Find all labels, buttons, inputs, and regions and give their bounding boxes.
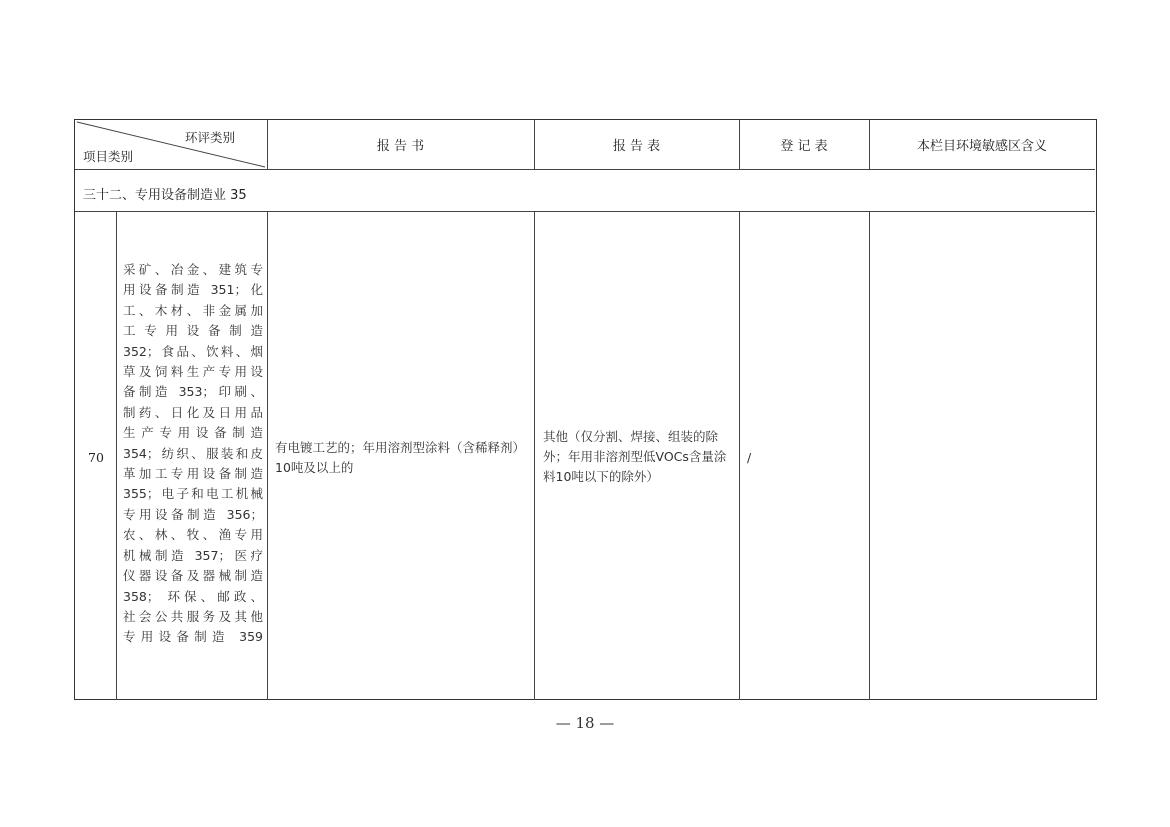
classification-table: [74, 119, 1097, 700]
divider: [75, 169, 1095, 170]
header-assessment-category: 环评类别: [185, 130, 236, 145]
category-line: 用设备制造 351；化: [123, 282, 263, 298]
category-line: 制药、日化及日用品: [123, 404, 263, 420]
header-report-book: 报 告 书: [376, 139, 425, 154]
category-line: 358； 环保、邮政、: [123, 588, 263, 604]
category-line: 355；电子和电工机械: [123, 486, 263, 502]
category-line: 工 专 用 设 备 制 造: [123, 323, 263, 339]
category-line: 工、木材、非金属加: [123, 302, 263, 318]
divider: [869, 211, 870, 700]
category-line: 生 产 专 用 设 备 制 造: [123, 425, 263, 441]
divider: [267, 211, 268, 700]
category-line: 社会公共服务及其他: [123, 608, 263, 624]
category-line: 草及饲料生产专用设: [123, 364, 263, 380]
header-project-category: 项目类别: [83, 149, 134, 164]
category-line: 仪器设备及器械制造: [123, 568, 263, 584]
page-number: — 18 —: [555, 714, 615, 732]
section-title: 三十二、专用设备制造业 35: [83, 188, 247, 203]
category-line: 专用设备制造 356；: [123, 506, 263, 522]
category-line: 农、林、牧、渔专用: [123, 527, 263, 543]
category-line: 革加工专用设备制造: [123, 466, 263, 482]
category-line: 备制造 353；印刷、: [123, 384, 263, 400]
divider: [534, 211, 535, 700]
report-book-cell: 有电镀工艺的；年用溶剂型涂料（含稀释剂）10吨及以上的: [275, 440, 526, 475]
divider: [75, 211, 1095, 212]
header-sensitive-area: 本栏目环境敏感区含义: [916, 139, 1047, 154]
row-number: 70: [88, 450, 104, 465]
divider: [739, 211, 740, 700]
category-line: 354；纺织、服装和皮: [123, 445, 263, 461]
registration-cell: /: [747, 450, 752, 465]
category-line: 机械制造 357；医疗: [123, 547, 263, 563]
category-line: 采矿、冶金、建筑专: [123, 262, 263, 277]
header-registration-form: 登 记 表: [780, 139, 828, 154]
project-category-cell: [123, 260, 263, 648]
header-report-form: 报 告 表: [612, 139, 661, 154]
category-line: 352；食品、饮料、烟: [123, 343, 263, 359]
report-form-cell: 其他（仅分割、焊接、组装的除外；年用非溶剂型低VOCs含量涂料10吨以下的除外）: [543, 429, 727, 484]
category-line: 专用设备制造 359: [123, 629, 263, 645]
